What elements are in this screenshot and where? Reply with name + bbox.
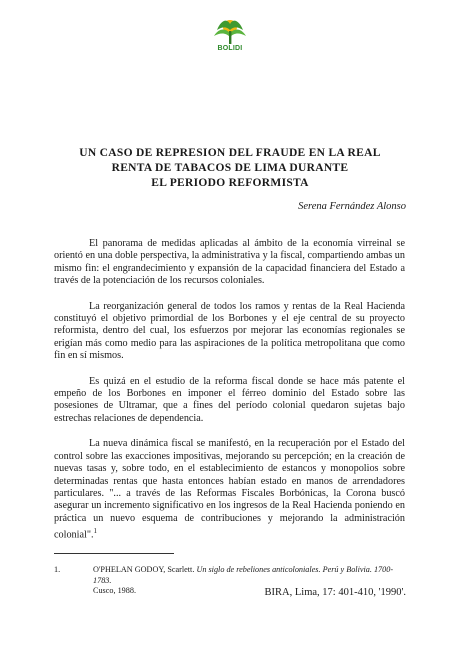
article-title [40, 146, 420, 191]
paragraph [54, 438, 405, 542]
journal-citation: BIRA, Lima, 17: 401-410, '1990'. [264, 587, 406, 598]
footnote-number: 1. [54, 565, 61, 574]
title-line: EL PERIODO REFORMISTA [151, 177, 309, 189]
paragraph: La reorganización general de todos los ramos y rentas de la Real Hacienda constituyó el objetivo primordial de los Borbones y el eje central de su proyecto reformista, dentro del cual, los esfuerzos por mejorar las economías regionales se erigían más como medio para las aspiraciones de la política metropolitana que como fin en sí mismos. [54, 300, 405, 362]
bolidi-logo [209, 14, 251, 56]
paragraph: Es quizá en el estudio de la reforma fiscal donde se hace más patente el empeño de los Borbones en imponer el férreo dominio del Estado sobre las posesiones de Ultramar, que a fines del período colonial quedaron sujetas bajo estrechas relaciones de dependencia. [54, 375, 405, 424]
title-line: UN CASO DE REPRESION DEL FRAUDE EN LA REAL [79, 147, 381, 159]
paragraph: El panorama de medidas aplicadas al ámbito de la economía virreinal se orientó en una doble perspectiva, la administrativa y la fiscal, compartiendo ambas un mismo fin: el engrandecimiento y expansión de la capacidad financiera del Estado a través de la potenciación de los recursos coloniales. [54, 238, 405, 287]
logo-text: BOLIDI [217, 45, 243, 52]
footnote-divider [54, 553, 174, 554]
footnote-place: Cusco, 1988. [93, 586, 136, 595]
paragraph-text: La nueva dinámica fiscal se manifestó, en la recuperación por el Estado del control sobre las exacciones impositivas, mejorando su percepción; en la creación de nuevas tasas y, sobre todo, en el establecimiento de estancos y monopolios sobre determinadas rentas que hasta entonces habían estado en manos de arrendadores particulares. "... a través de las Reformas Fiscales Borbónicas, la Corona buscó asegurar un incremento significativo en los ingresos de la Real Hacienda poniendo en práctica un nuevo esquema de contribuciones y mejorando la administración colonial". [54, 438, 405, 541]
tree-sun-logo-icon [209, 14, 251, 46]
footnote-ref: 1 [93, 527, 98, 536]
footnote-author: O'PHELAN GODOY, Scarlett. [93, 565, 195, 574]
author-name: Serena Fernández Alonso [298, 201, 406, 212]
title-line: RENTA DE TABACOS DE LIMA DURANTE [111, 162, 349, 174]
article-body [54, 238, 405, 555]
footnote-work: Un siglo de rebeliones anticoloniales. Perú y Bolivia. 1700-1783. [93, 565, 394, 585]
